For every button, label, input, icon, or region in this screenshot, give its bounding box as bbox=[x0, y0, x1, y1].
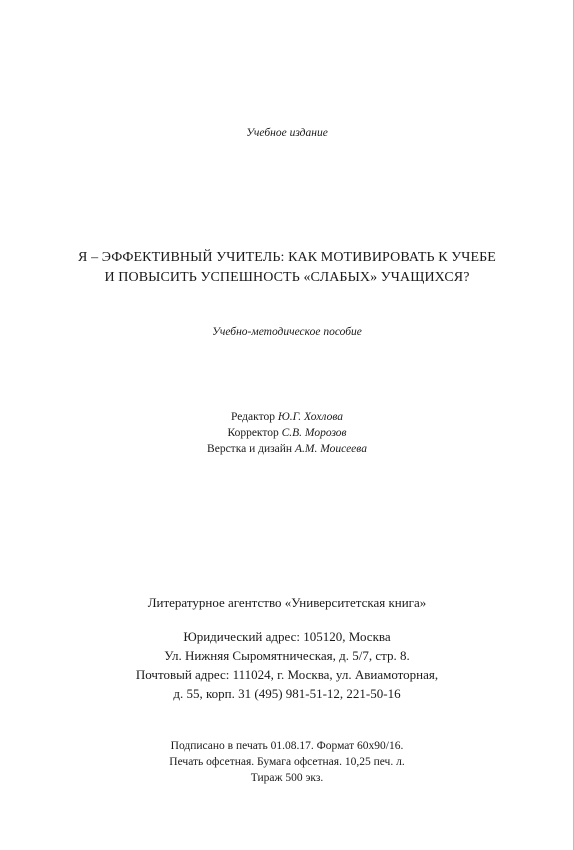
book-subtitle: Учебно-методическое пособие bbox=[212, 326, 362, 338]
imprint-line-2: Печать офсетная. Бумага офсетная. 10,25 печ. л. bbox=[169, 756, 405, 768]
address-line-2: Ул. Нижняя Сыромятническая, д. 5/7, стр. 8. bbox=[164, 648, 410, 663]
address-line-1: Юридический адрес: 105120, Москва bbox=[183, 629, 391, 644]
imprint-line-3: Тираж 500 экз. bbox=[250, 772, 324, 784]
book-title-line-2: И ПОВЫСИТЬ УСПЕШНОСТЬ «СЛАБЫХ» УЧАЩИХСЯ? bbox=[104, 270, 470, 285]
credit-role: Редактор bbox=[230, 411, 275, 423]
credit-person: Ю.Г. Хохлова bbox=[277, 411, 343, 423]
edition-type: Учебное издание bbox=[246, 127, 328, 139]
print-imprint bbox=[0, 738, 574, 786]
address-line-4: д. 55, корп. 31 (495) 981-51-12, 221-50-16 bbox=[173, 686, 401, 701]
imprint-line-1: Подписано в печать 01.08.17. Формат 60х90/16. bbox=[170, 740, 404, 752]
book-title bbox=[0, 248, 574, 288]
credit-editor bbox=[0, 409, 574, 425]
publisher-address bbox=[0, 627, 574, 703]
credit-role: Корректор bbox=[227, 427, 279, 439]
credit-person: А.М. Моисеева bbox=[294, 443, 367, 455]
book-title-line-1: Я – ЭФФЕКТИВНЫЙ УЧИТЕЛЬ: КАК МОТИВИРОВАТЬ К УЧЕБЕ bbox=[78, 250, 496, 265]
credit-role: Верстка и дизайн bbox=[207, 443, 293, 455]
credit-layout-design bbox=[0, 441, 574, 457]
credit-proofreader bbox=[0, 425, 574, 441]
address-line-3: Почтовый адрес: 111024, г. Москва, ул. Авиамоторная, bbox=[135, 667, 439, 682]
publisher-name: Литературное агентство «Университетская книга» bbox=[147, 595, 427, 610]
credits-block bbox=[0, 409, 574, 457]
credit-person: С.В. Морозов bbox=[281, 427, 347, 439]
